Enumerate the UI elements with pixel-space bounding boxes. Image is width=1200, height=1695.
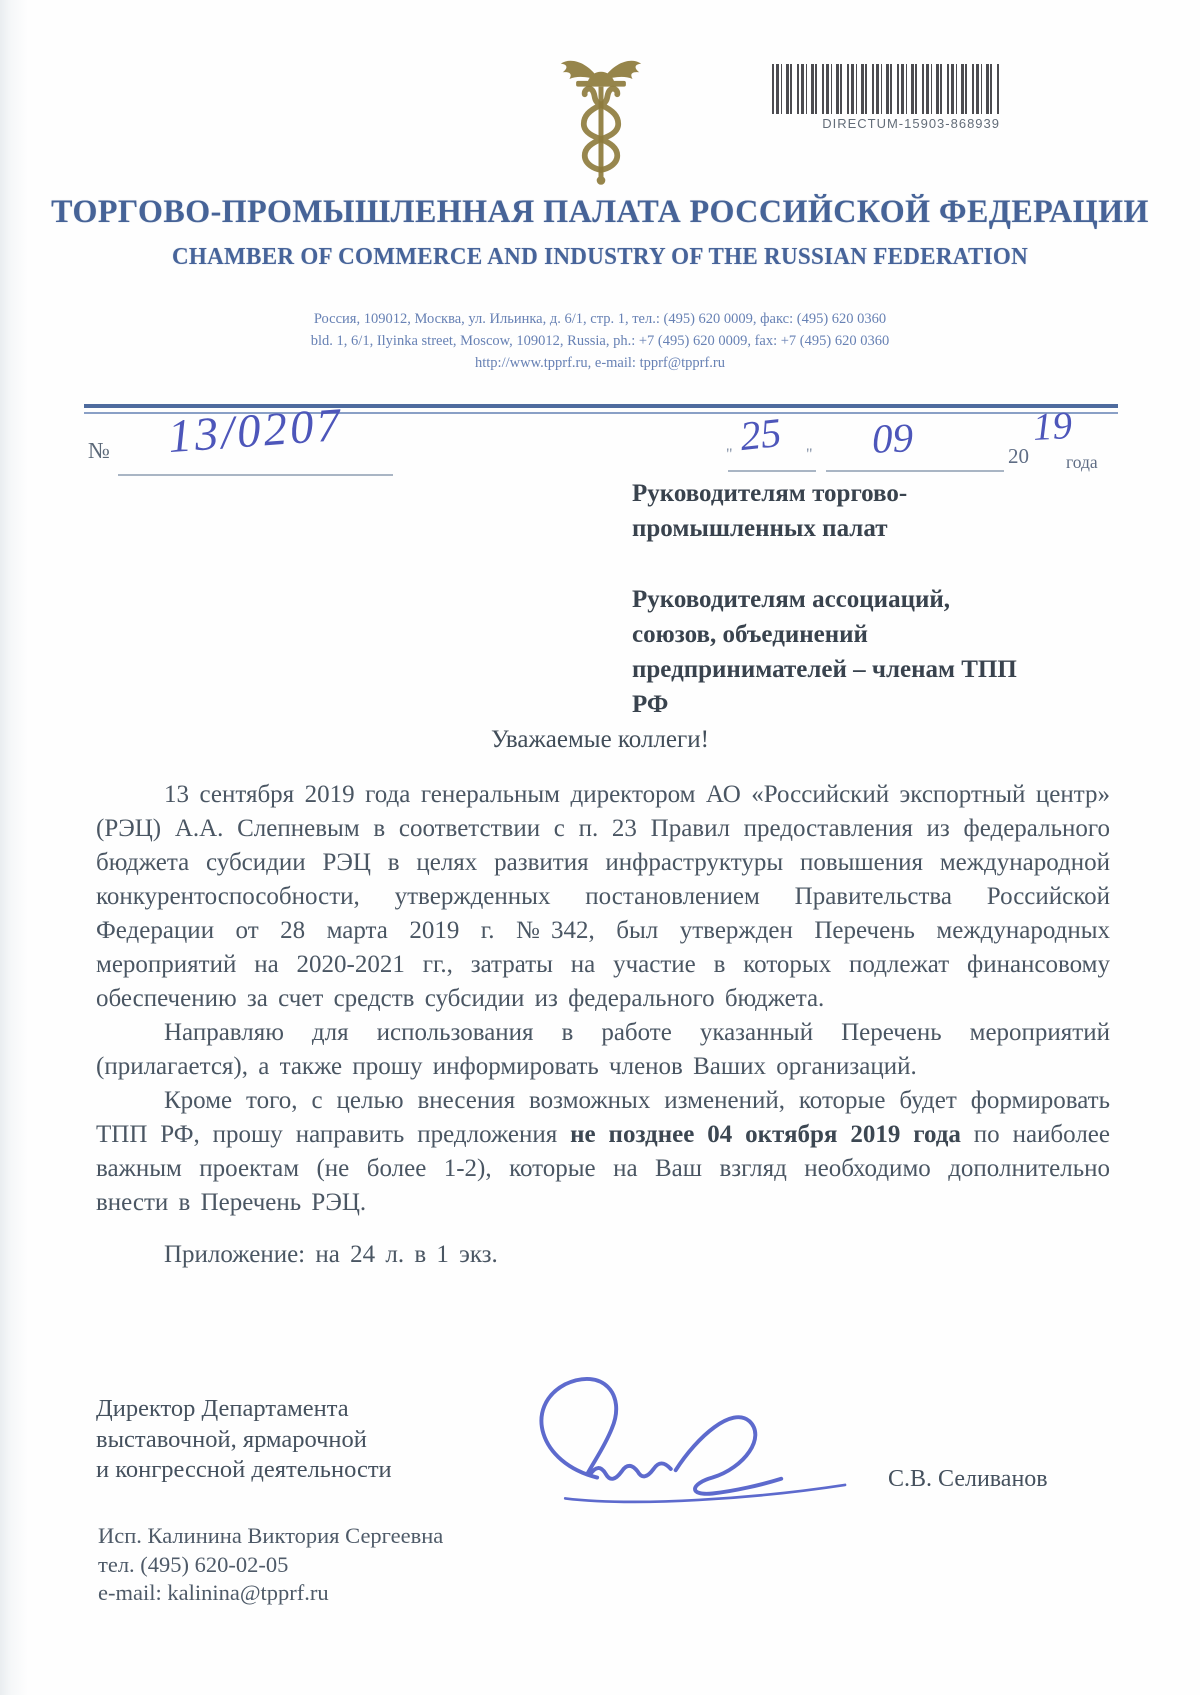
salutation: Уважаемые коллеги! — [491, 726, 709, 753]
signer-title-line3: и конгрессной деятельности — [96, 1456, 392, 1483]
signer-name: С.В. Селиванов — [888, 1466, 1048, 1492]
ref-number-handwritten: 13/0207 — [166, 398, 345, 464]
date-month-handwritten: 09 — [871, 414, 914, 462]
date-day-underline — [728, 470, 816, 472]
org-address-block — [0, 308, 1200, 374]
signer-title-line1: Директор Департамента — [96, 1395, 349, 1422]
date-close-quote: " — [806, 446, 813, 463]
executor-name: Исп. Калинина Виктория Сергеевна — [98, 1523, 444, 1548]
recipients-block — [632, 476, 1028, 758]
executor-email: e-mail: kalinina@tpprf.ru — [98, 1580, 329, 1605]
org-title-en: CHAMBER OF COMMERCE AND INDUSTRY OF THE RUSSIAN FEDERATION — [171, 244, 1029, 270]
address-line-en: bld. 1, 6/1, Ilyinka street, Moscow, 109012, Russia, ph.: +7 (495) 620 0009, fax: +7 (495) 620 0360 — [310, 333, 890, 349]
paragraph-1: 13 сентября 2019 года генеральным директором АО «Российский экспортный центр» (РЭЦ) А.А. Слепневым в соответствии с п. 23 Правил предоставления из федерального бюджета субсидии РЭЦ в целях развития инфраструктуры повышения международной конкурентоспособности, утвержденных постановлением Правительства Российской Федерации от 28 марта 2019 г. №342, был утвержден Перечень международных мероприятий на 2020-2021 гг., затраты на участие в которых подлежат финансовому обеспечению за счет средств субсидии из федерального бюджета. — [96, 781, 1110, 1012]
address-line-web: http://www.tpprf.ru, e-mail: tpprf@tpprf.ru — [475, 355, 725, 371]
barcode — [772, 64, 1000, 114]
date-year-handwritten: 19 — [1031, 404, 1074, 449]
paragraph-3-deadline: не позднее 04 октября 2019 года — [570, 1121, 961, 1148]
paragraph-3-pre: Кроме того, с целью внесения возможных изменений, которые будет формировать ТПП РФ, прошу направить предложения — [96, 1087, 1110, 1148]
caduceus-icon — [556, 56, 646, 190]
date-month-underline — [826, 470, 1004, 472]
letter-body — [96, 778, 1110, 1272]
recipient-associations: Руководителям ассоциаций, союзов, объединений предпринимателей – членам ТПП РФ — [632, 586, 1017, 718]
date-day-handwritten: 25 — [737, 408, 784, 460]
date-open-quote: " — [726, 446, 733, 463]
executor-phone: тел. (495) 620-02-05 — [98, 1551, 289, 1577]
signer-title-block — [96, 1394, 516, 1486]
date-year-prefix: 20 — [1008, 444, 1029, 468]
executor-block — [98, 1522, 618, 1608]
org-title-ru: ТОРГОВО-ПРОМЫШЛЕННАЯ ПАЛАТА РОССИЙСКОЙ ФЕДЕРАЦИИ — [51, 194, 1149, 230]
recipient-chambers: Руководителям торгово-промышленных палат — [632, 480, 908, 542]
paragraph-3 — [96, 1084, 1110, 1220]
signer-title-line2: выставочной, ярмарочной — [96, 1425, 367, 1453]
paragraph-3-post: по наиболее важным проектам (не более 1-2), которые на Ваш взгляд необходимо дополнительно внести в Перечень РЭЦ. — [96, 1121, 1110, 1216]
ref-number-label: № — [88, 438, 110, 463]
date-year-label: года — [1066, 452, 1098, 472]
paragraph-2: Направляю для использования в работе указанный Перечень мероприятий (прилагается), а также прошу информировать членов Ваших организаций. — [96, 1019, 1110, 1080]
attachment-note: Приложение: на 24 л. в 1 экз. — [164, 1241, 498, 1268]
barcode-label: DIRECTUM-15903-868939 — [822, 116, 1000, 131]
handwritten-signature — [488, 1372, 883, 1507]
address-line-ru: Россия, 109012, Москва, ул. Ильинка, д. 6/1, стр. 1, тел.: (495) 620 0009, факс: (495) 620 0360 — [313, 311, 887, 327]
ref-number-underline — [118, 474, 393, 476]
